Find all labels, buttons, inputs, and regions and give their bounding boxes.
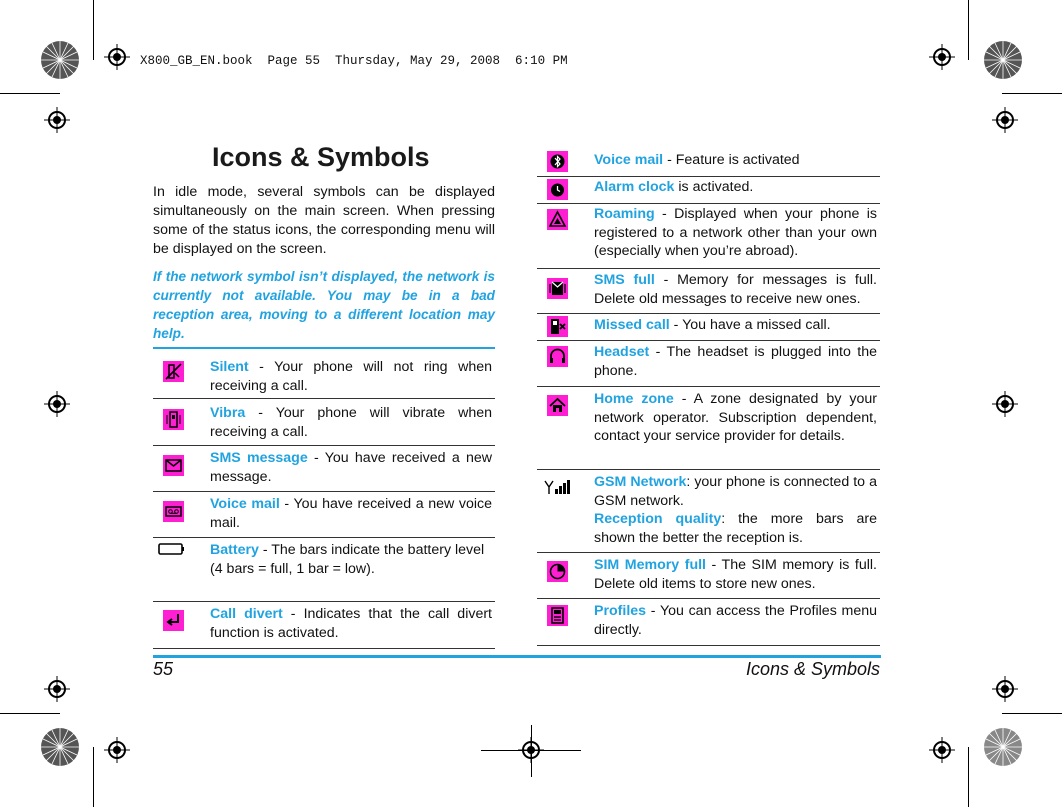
entry-text <box>210 605 492 642</box>
call-divert-icon <box>163 610 184 631</box>
color-wheel-icon <box>40 727 80 767</box>
crop-mark <box>0 713 60 714</box>
entry-term: Roaming <box>594 206 655 222</box>
crop-mark <box>968 0 969 60</box>
icon-entry-battery <box>153 538 495 602</box>
registration-target-icon <box>929 737 955 763</box>
icon-entry-gsm-network <box>537 470 880 553</box>
registration-target-icon <box>44 391 70 417</box>
profiles-icon <box>547 605 568 626</box>
entry-term: Battery <box>210 542 259 558</box>
entry-term: SMS full <box>594 272 655 288</box>
roaming-icon <box>547 209 568 230</box>
entry-text <box>594 390 877 446</box>
entry-description: (4 bars = full, 1 bar = low). <box>210 560 375 577</box>
alarm-clock-icon <box>547 179 568 200</box>
entry-text <box>594 556 877 593</box>
crop-mark <box>1002 93 1062 94</box>
entry-text <box>594 602 877 639</box>
entry-text <box>594 178 877 197</box>
page-number: 55 <box>153 659 174 679</box>
entry-description: - The SIM memory is full. Delete old items to store new ones. <box>594 557 877 592</box>
entry-term: Profiles <box>594 603 647 619</box>
crop-mark <box>93 747 94 807</box>
entry-term: Call divert <box>210 606 283 622</box>
entry-term: GSM Network <box>594 474 687 490</box>
crop-mark <box>531 725 532 777</box>
registration-target-icon <box>992 676 1018 702</box>
crop-mark <box>0 93 60 94</box>
sim-memory-icon <box>547 561 568 582</box>
entry-text <box>594 316 877 335</box>
entry-text <box>210 495 492 532</box>
entry-text <box>210 449 492 486</box>
row-divider <box>537 645 880 646</box>
icon-entry-headset <box>537 341 880 387</box>
registration-target-icon <box>992 391 1018 417</box>
entry-term: Voice mail <box>594 152 664 168</box>
registration-target-icon <box>992 107 1018 133</box>
running-footer-title: Icons & Symbols <box>745 659 880 679</box>
icon-entry-voice-mail-feature <box>537 148 880 177</box>
note-paragraph: If the network symbol isn’t displayed, the network is currently not available. You may be in a bad reception area, moving to a different location may help. <box>153 269 495 341</box>
entry-description: - Indicates that the call divert function is activated. <box>210 606 492 641</box>
entry-description: : your phone is connected to a GSM network. <box>594 474 878 509</box>
entry-text <box>594 473 877 547</box>
entry-term: Silent <box>210 359 249 375</box>
battery-icon <box>157 541 185 557</box>
headset-icon <box>547 346 568 367</box>
sms-message-icon <box>163 455 184 476</box>
entry-text <box>210 358 492 395</box>
icon-entry-call-divert <box>153 602 495 649</box>
color-wheel-icon <box>40 40 80 80</box>
gsm-network-icon <box>543 478 571 496</box>
entry-term: SIM Memory full <box>594 557 706 573</box>
entry-description: - Your phone will not ring when receiving a call. <box>210 359 492 394</box>
entry-description: - You have received a new message. <box>210 450 492 485</box>
icon-entry-home-zone <box>537 387 880 470</box>
page-title: Icons & Symbols <box>212 142 430 172</box>
entry-term: Missed call <box>594 317 670 333</box>
entry-text <box>210 541 492 578</box>
entry-description: - Displayed when your phone is registered to a network other than your own (especially when you’re abroad). <box>594 206 877 259</box>
entry-term: Alarm clock <box>594 179 675 195</box>
registration-target-icon <box>929 44 955 70</box>
icon-entry-sms-full <box>537 269 880 314</box>
entry-description: - Memory for messages is full. Delete old messages to receive new ones. <box>594 272 878 307</box>
icon-entry-voice-mail <box>153 492 495 538</box>
entry-description: - A zone designated by your network operator. Subscription dependent, contact your service provider for details. <box>594 391 877 444</box>
entry-description: - Feature is activated <box>663 152 800 168</box>
color-wheel-icon <box>983 727 1023 767</box>
entry-text <box>594 271 877 308</box>
crop-mark <box>93 0 94 60</box>
crop-mark <box>968 747 969 807</box>
icon-entry-roaming <box>537 204 880 269</box>
footer-divider <box>153 655 881 658</box>
entry-description: - The bars indicate the battery level <box>258 542 485 558</box>
print-header: X800_GB_EN.book Page 55 Thursday, May 29, 2008 6:10 PM <box>140 54 568 68</box>
icon-entry-sms-message <box>153 446 495 492</box>
entry-description: - The headset is plugged into the phone. <box>594 344 877 379</box>
entry-term: Headset <box>594 344 650 360</box>
icon-entry-alarm-clock <box>537 177 880 204</box>
entry-text <box>594 151 877 170</box>
icon-entry-missed-call <box>537 314 880 341</box>
registration-target-icon <box>104 737 130 763</box>
missed-call-icon <box>547 316 568 337</box>
silent-icon <box>163 361 184 382</box>
vibra-icon <box>163 409 184 430</box>
bluetooth-icon <box>547 151 568 172</box>
entry-description: : the more bars are shown the better the reception is. <box>594 511 877 546</box>
entry-term: Vibra <box>210 405 246 421</box>
entry-description: - You have a missed call. <box>669 317 831 333</box>
sms-full-icon <box>547 278 568 299</box>
entry-description: - You have received a new voice mail. <box>210 496 492 531</box>
row-divider <box>153 648 495 649</box>
home-zone-icon <box>547 395 568 416</box>
entry-term: SMS message <box>210 450 308 466</box>
intro-paragraph: In idle mode, several symbols can be displayed simultaneously on the main screen. When pressing some of the status icons, the corresponding menu will be displayed on the screen. <box>153 184 495 257</box>
color-wheel-icon <box>983 40 1023 80</box>
registration-target-icon <box>44 107 70 133</box>
entry-description: is activated. <box>674 179 754 195</box>
entry-text <box>210 404 492 441</box>
icon-entry-sim-memory-full <box>537 553 880 599</box>
entry-description: - You can access the Profiles menu directly. <box>594 603 877 638</box>
crop-mark <box>1002 713 1062 714</box>
entry-term: Home zone <box>594 391 674 407</box>
entry-text <box>594 343 877 380</box>
entry-text <box>594 205 877 261</box>
icon-entry-silent <box>153 349 495 399</box>
entry-term: Reception quality <box>594 511 722 527</box>
registration-target-icon <box>104 44 130 70</box>
icon-entry-vibra <box>153 399 495 446</box>
icon-entry-profiles <box>537 599 880 646</box>
entry-description: - Your phone will vibrate when receiving a call. <box>210 405 492 440</box>
entry-term: Voice mail <box>210 496 280 512</box>
voice-mail-icon <box>163 501 184 522</box>
